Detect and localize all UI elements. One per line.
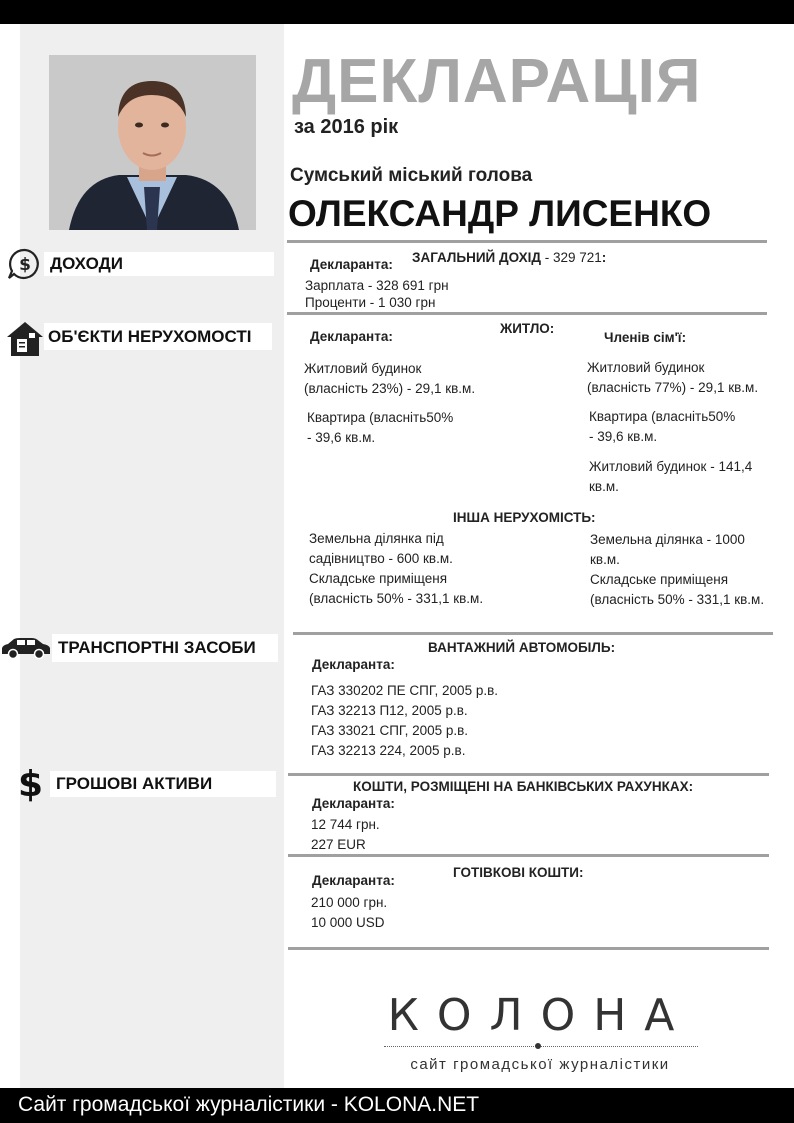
income-total-colon: : (601, 250, 607, 265)
logo-dotted-line (384, 1046, 698, 1047)
divider-income (287, 312, 767, 315)
transport-item: ГАЗ 33021 СПГ, 2005 р.в. (311, 723, 469, 738)
section-transport-label: ТРАНСПОРТНІ ЗАСОБИ (52, 634, 278, 662)
logo-tagline: сайт громадської журналістики (410, 1056, 670, 1073)
realty-family-land-line1: Земельна ділянка - 1000 (590, 532, 745, 547)
realty-declarant-house-line2: (власність 23%) - 29,1 кв.м. (304, 381, 476, 396)
realty-declarant-flat-line2: - 39,6 кв.м. (307, 430, 376, 445)
transport-truck-label: ВАНТАЖНИЙ АВТОМОБІЛЬ: (428, 640, 616, 655)
realty-housing-label: ЖИТЛО: (500, 321, 555, 336)
realty-other-label: ІНША НЕРУХОМІСТЬ: (453, 510, 596, 525)
realty-declarant-storage-line1: Складське приміщеня (309, 571, 448, 586)
divider-header (287, 240, 767, 243)
money-cash-item: 210 000 грн. (311, 895, 388, 910)
realty-family-flat-line1: Квартира (власніть50% (589, 409, 736, 424)
realty-declarant-storage-line2: (власність 50% - 331,1 кв.м. (309, 591, 484, 606)
transport-item: ГАЗ 330202 ПЕ СПГ, 2005 р.в. (311, 683, 499, 698)
section-money-label: ГРОШОВІ АКТИВИ (50, 771, 276, 797)
money-cash-item: 10 000 USD (311, 915, 385, 930)
official-position: Сумський міський голова (290, 165, 533, 186)
declaration-year: за 2016 рік (294, 116, 399, 138)
car-icon (0, 636, 52, 660)
income-total-value: - 329 721 (540, 250, 602, 265)
realty-family-flat-line2: - 39,6 кв.м. (589, 429, 658, 444)
portrait-photo (49, 55, 256, 230)
money-bank-item: 227 EUR (311, 837, 366, 852)
svg-text:$: $ (19, 255, 31, 275)
realty-family-house-line1: Житловий будинок (587, 360, 705, 375)
logo-dot (535, 1043, 541, 1049)
realty-family-label: Членів сім'ї: (604, 330, 687, 345)
transport-item: ГАЗ 32213 П12, 2005 р.в. (311, 703, 468, 718)
divider-cash (288, 947, 769, 950)
realty-declarant-land-line1: Земельна ділянка під (309, 531, 444, 546)
divider-transport (288, 773, 769, 776)
dollar-circle-icon (6, 248, 44, 280)
income-total (412, 250, 606, 265)
money-bank-label: КОШТИ, РОЗМІЩЕНІ НА БАНКІВСЬКИХ РАХУНКАХ: (353, 779, 694, 794)
realty-declarant-label: Декларанта: (310, 329, 393, 344)
realty-family-house2-line2: кв.м. (589, 479, 619, 494)
transport-declarant-label: Декларанта: (312, 657, 395, 672)
realty-declarant-land-line2: садівництво - 600 кв.м. (309, 551, 453, 566)
income-salary: Зарплата - 328 691 грн (305, 278, 449, 293)
document-title: ДЕКЛАРАЦІЯ (292, 47, 702, 116)
income-interest: Проценти - 1 030 грн (305, 295, 436, 310)
footer-text: Сайт громадської журналістики - KOLONA.NET (18, 1093, 480, 1116)
logo-name: КОЛОНА (387, 990, 693, 1041)
income-declarant-label: Декларанта: (310, 257, 393, 272)
money-cash-declarant-label: Декларанта: (312, 873, 395, 888)
realty-declarant-house-line1: Житловий будинок (304, 361, 422, 376)
divider-bank (288, 854, 769, 857)
realty-family-house2-line1: Житловий будинок - 141,4 (589, 459, 753, 474)
house-icon (5, 319, 45, 357)
realty-family-storage-line1: Складське приміщеня (590, 572, 729, 587)
section-income-label: ДОХОДИ (44, 252, 274, 276)
income-total-label: ЗАГАЛЬНИЙ ДОХІД (412, 250, 541, 265)
money-bank-declarant-label: Декларанта: (312, 796, 395, 811)
official-name: ОЛЕКСАНДР ЛИСЕНКО (288, 193, 712, 234)
dollar-sign-icon: $ (18, 764, 44, 805)
money-cash-label: ГОТІВКОВІ КОШТИ: (453, 865, 584, 880)
top-bar (0, 0, 794, 24)
realty-family-house-line2: (власність 77%) - 29,1 кв.м. (587, 380, 759, 395)
divider-realty (293, 632, 773, 635)
realty-family-land-line2: кв.м. (590, 552, 620, 567)
realty-family-storage-line2: (власність 50% - 331,1 кв.м. (590, 592, 765, 607)
section-realty-label: ОБ'ЄКТИ НЕРУХОМОСТІ (44, 323, 272, 350)
realty-declarant-flat-line1: Квартира (власніть50% (307, 410, 454, 425)
money-bank-item: 12 744 грн. (311, 817, 380, 832)
transport-item: ГАЗ 32213 224, 2005 р.в. (311, 743, 466, 758)
